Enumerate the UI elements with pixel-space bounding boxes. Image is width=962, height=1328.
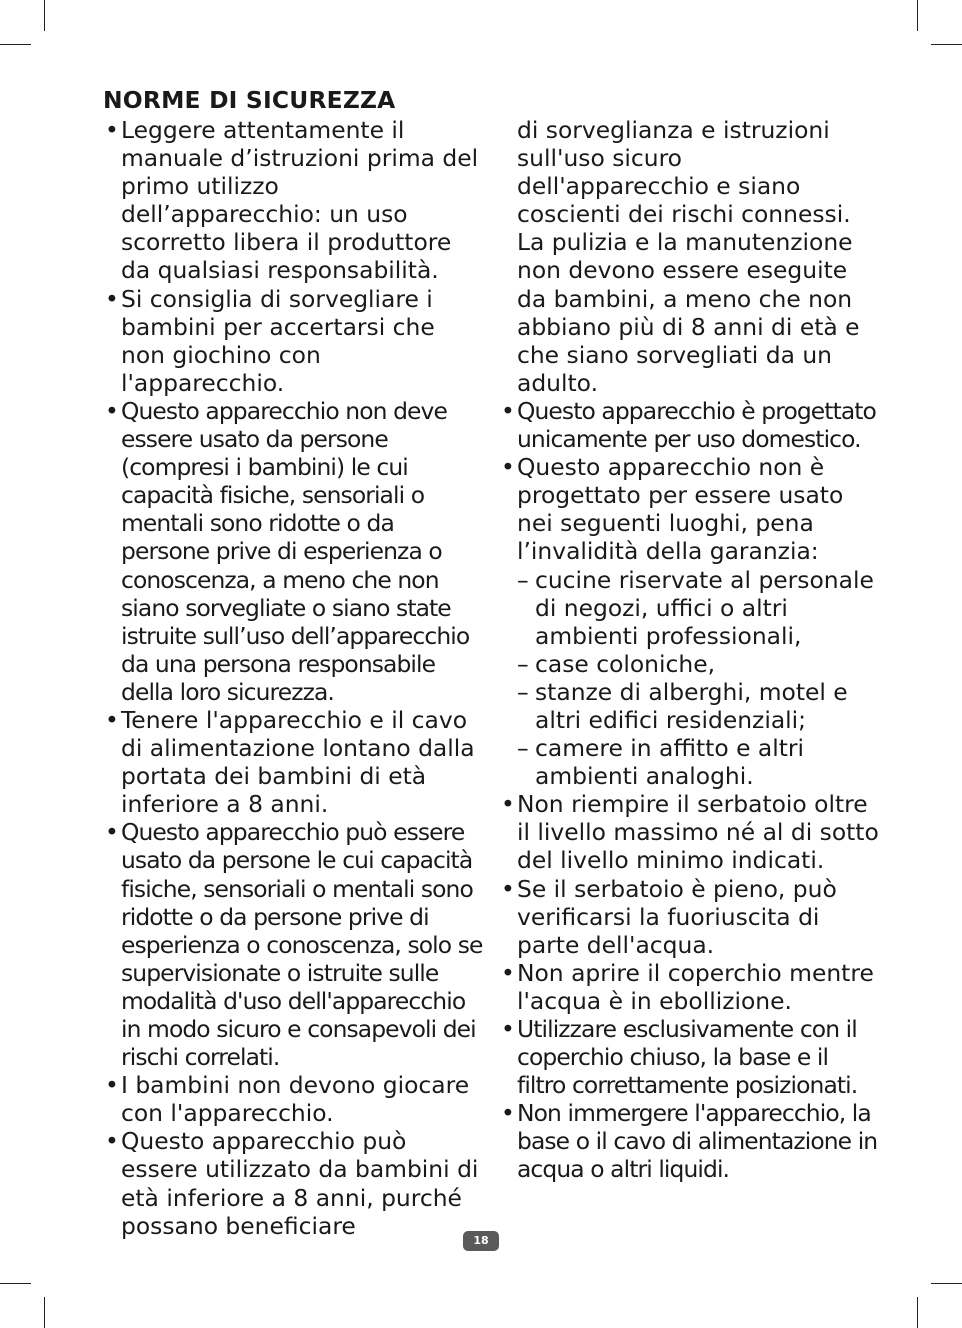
safety-item: • Questo apparecchio non è progettato per essere usato nei seguenti luoghi, pena l’invalidità della garanzia: xyxy=(499,453,879,565)
crop-mark-bottom-right-h xyxy=(931,1283,962,1284)
place-list-item: – cucine riservate al personale di negozi, uffici o altri ambienti professionali, xyxy=(499,566,879,650)
section-title: NORME DI SICUREZZA xyxy=(103,86,396,114)
safety-item: • Non aprire il coperchio mentre l'acqua è in ebollizione. xyxy=(499,959,879,1015)
safety-item: • Se il serbatoio è pieno, può verificarsi la fuoriuscita di parte dell'acqua. xyxy=(499,875,879,959)
safety-item: • Non riempire il serbatoio oltre il livello massimo né al di sotto del livello minimo indicati. xyxy=(499,790,879,874)
page-number-badge: 18 xyxy=(463,1231,499,1251)
safety-item: • Si consiglia di sorvegliare i bambini per accertarsi che non giochino con l'apparecchio. xyxy=(103,285,483,397)
safety-item: • Tenere l'apparecchio e il cavo di alimentazione lontano dalla portata dei bambini di età inferiore a 8 anni. xyxy=(103,706,483,818)
safety-item: • I bambini non devono giocare con l'apparecchio. xyxy=(103,1071,483,1127)
safety-item: • Questo apparecchio è progettato unicamente per uso domestico. xyxy=(499,397,879,453)
crop-mark-top-left-v xyxy=(44,0,45,31)
safety-item: • Non immergere l'apparecchio, la base o il cavo di alimentazione in acqua o altri liquidi. xyxy=(499,1099,879,1183)
safety-item-continuation: di sorveglianza e istruzioni sull'uso sicuro dell'apparecchio e siano coscienti dei rischi connessi. La pulizia e la manutenzione non devono essere eseguite da bambini, a meno che non abbiano più di 8 anni di età e che siano sorvegliati da un adulto. xyxy=(517,116,860,397)
crop-mark-top-right-v xyxy=(917,0,918,31)
place-list-item: – case coloniche, xyxy=(499,650,879,678)
place-list-item: – camere in affitto e altri ambienti analoghi. xyxy=(499,734,879,790)
place-list-item: – stanze di alberghi, motel e altri edifici residenziali; xyxy=(499,678,879,734)
right-column xyxy=(499,116,879,1184)
safety-item: • Questo apparecchio può essere utilizzato da bambini di età inferiore a 8 anni, purché possano beneficiare xyxy=(103,1127,483,1239)
crop-mark-top-left-h xyxy=(0,44,31,45)
left-column xyxy=(103,116,483,1240)
crop-mark-bottom-left-v xyxy=(44,1297,45,1328)
safety-item: • Leggere attentamente il manuale d’istruzioni prima del primo utilizzo dell’apparecchio: un uso scorretto libera il produttore da qualsiasi responsabilità. xyxy=(103,116,483,285)
safety-item: • Questo apparecchio può essere usato da persone le cui capacità fisiche, sensoriali o mentali sono ridotte o da persone prive di esperienza o conoscenza, solo se supervisionate o istruite sulle modalità d'uso dell'apparecchio in modo sicuro e consapevoli dei rischi correlati. xyxy=(103,818,483,1071)
crop-mark-bottom-left-h xyxy=(0,1283,31,1284)
crop-mark-bottom-right-v xyxy=(917,1297,918,1328)
crop-mark-top-right-h xyxy=(931,44,962,45)
safety-item: • Utilizzare esclusivamente con il coperchio chiuso, la base e il filtro correttamente posizionati. xyxy=(499,1015,879,1099)
safety-item: • Questo apparecchio non deve essere usato da persone (compresi i bambini) le cui capacità fisiche, sensoriali o mentali sono ridotte o da persone prive di esperienza o conoscenza, a meno che non siano sorvegliate o siano state istruite sull’uso dell’apparecchio da una persona responsabile della loro sicurezza. xyxy=(103,397,483,706)
